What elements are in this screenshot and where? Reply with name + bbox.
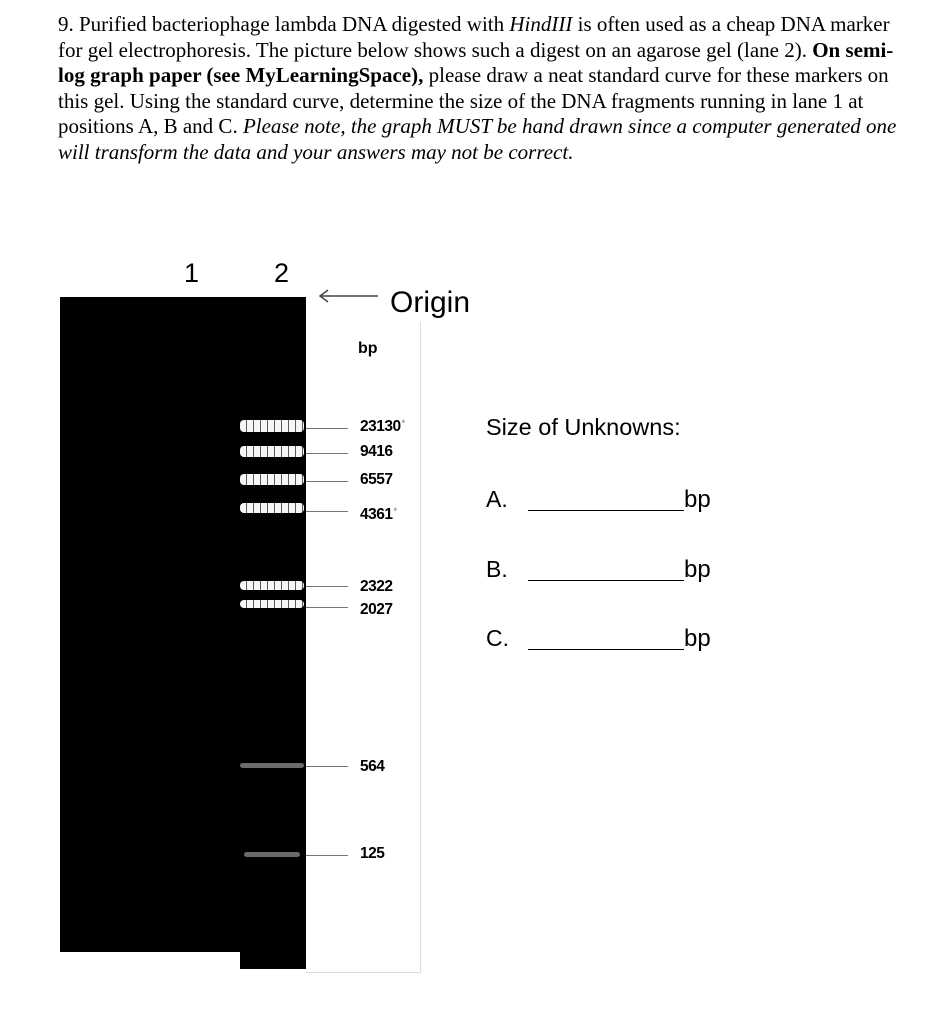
position-a-line [164,544,236,547]
bp-header: bp [358,340,378,357]
answer-row-a [486,486,746,516]
tick-23130 [306,428,348,429]
answer-unit: bp [684,625,711,652]
band-2322 [240,581,304,590]
answer-letter: C. [486,625,509,651]
lane-2-label: 2 [274,258,290,288]
question-italic-note: Please note, the graph MUST be hand drawn since a computer generated one will transform the data and your answers may not be correct. [58,114,897,164]
tick-2027 [306,607,348,608]
size-of-unknowns-title: Size of Unknowns: [486,414,681,440]
tick-564 [306,766,348,767]
position-b-label: B [130,636,149,666]
marker-label: 2322 [360,578,393,595]
answer-unit: bp [684,556,711,583]
answer-row-b [486,556,746,586]
position-b-line [162,652,230,655]
origin-label: Origin [390,286,471,319]
marker-label: 9416 [360,443,393,460]
marker-label: 4361* [360,506,397,523]
answer-blank-a[interactable] [528,510,684,511]
answer-letter: A. [486,486,508,512]
question-number: 9. [58,12,74,36]
marker-label: 2027 [360,601,393,618]
position-a-label: A [130,530,149,560]
marker-label: 125 [360,845,385,862]
enzyme-name: HindIII [509,12,573,36]
question-text-1: Purified bacteriophage lambda DNA digested with [73,12,510,36]
question-text [58,12,898,165]
band-6557 [240,474,304,485]
answer-unit: bp [684,486,711,513]
answer-blank-b[interactable] [528,580,684,581]
lane-1-label: 1 [184,258,200,288]
answer-letter: B. [486,556,508,582]
tick-2322 [306,586,348,587]
tick-125 [306,855,348,856]
marker-label: 564 [360,758,385,775]
answer-row-c [486,625,746,655]
answer-blank-c[interactable] [528,649,684,650]
position-c-label: C [126,776,146,806]
band-4361 [240,503,304,513]
marker-label: 6557 [360,471,393,488]
tick-6557 [306,481,348,482]
position-c-line [162,791,230,794]
question-text-3: please draw a neat standard curve for these markers on this gel. Using the standard curve, determine the size of the DNA fragments running in lane 1 at positions A, B and C. [58,63,889,138]
band-23130 [240,420,304,432]
marker-label: 23130* [360,418,405,435]
lane-2-strip [240,297,306,969]
band-125 [244,852,300,857]
band-9416 [240,446,304,457]
origin-arrow-icon [318,288,380,304]
band-2027 [240,600,304,608]
tick-9416 [306,453,348,454]
question-bold-instruction: On semi-log graph paper (see MyLearningSpace), [58,37,894,87]
tick-4361 [306,511,348,512]
question-text-2: is often used as a cheap DNA marker for gel electrophoresis. The picture below shows such a digest on an agarose gel (lane 2). [58,12,890,62]
band-564 [240,763,304,768]
